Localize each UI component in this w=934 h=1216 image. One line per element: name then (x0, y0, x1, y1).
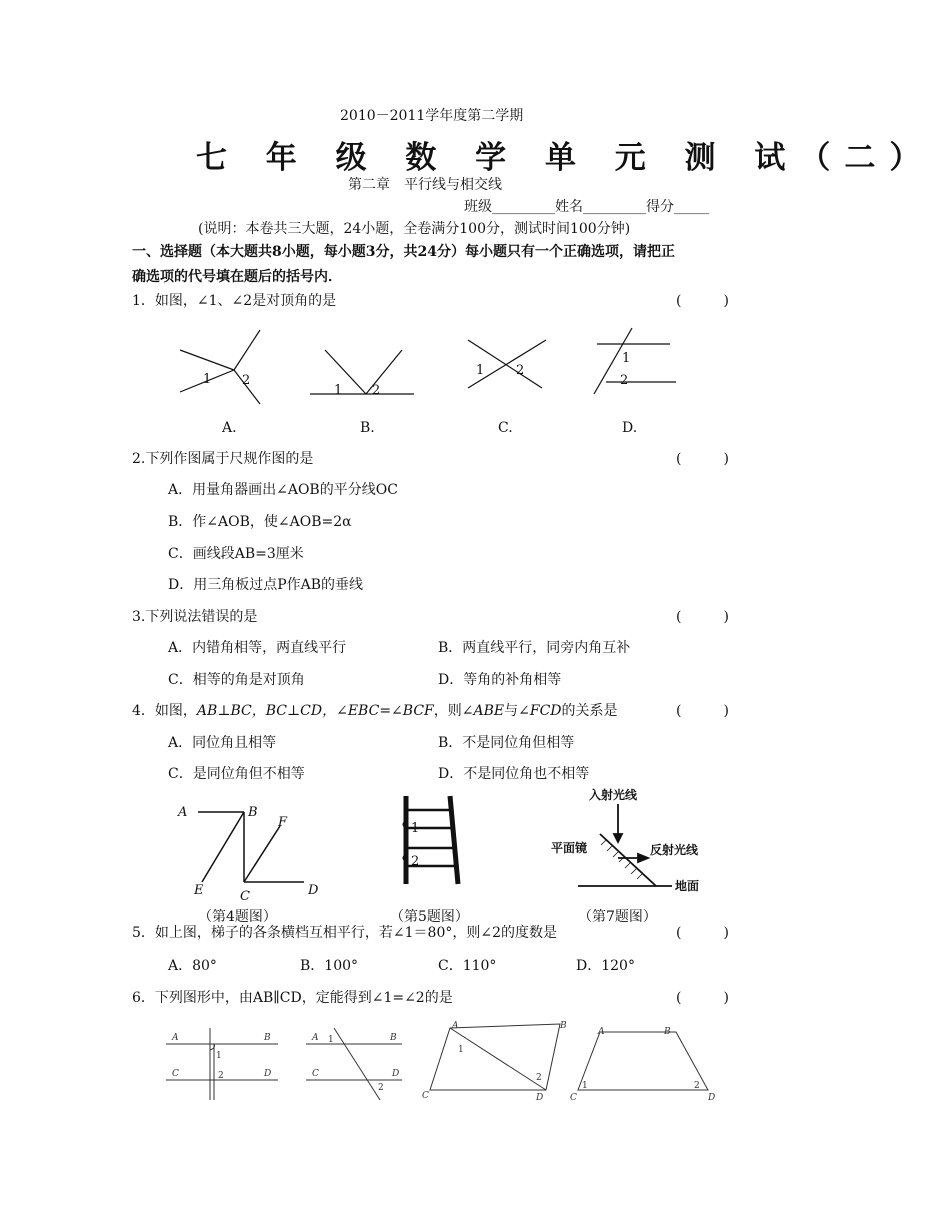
question-2-stem: 2.下列作图属于尺规作图的是 (132, 451, 314, 467)
question-4-stem (132, 702, 618, 720)
q5-label-1: 1 (411, 821, 420, 836)
q6-f2-label-a: A (312, 1033, 319, 1043)
question-5-stem: 5．如上图，梯子的各条横档互相平行，若∠1＝80°，则∠2的度数是 (132, 925, 557, 941)
q1-b-label-1: 1 (334, 383, 343, 398)
q6-f2-label-b: B (390, 1033, 397, 1043)
question-3-stem: 3.下列说法错误的是 (132, 609, 258, 625)
question-5-option-a[interactable]: A．80° (168, 958, 217, 974)
exam-instructions: (说明：本卷共三大题，24小题，全卷满分100分，测试时间100分钟) (198, 221, 631, 237)
section-heading-line1: 一、选择题（本大题共8小题，每小题3分，共24分）每小题只有一个正确选项，请把正 (132, 244, 675, 260)
q4-stem-math: AB⊥BC，BC⊥CD，∠EBC=∠BCF (196, 703, 434, 719)
q4-label-b: B (248, 805, 258, 820)
q6-f2-label-1: 1 (328, 1035, 334, 1045)
question-5-option-b[interactable]: B．100° (300, 958, 359, 974)
student-info-line: 班级_________姓名_________得分_____ (464, 199, 709, 215)
question-5-option-c[interactable]: C．110° (438, 958, 497, 974)
q6-f1-label-2: 2 (218, 1071, 224, 1081)
page-title: 七 年 级 数 学 单 元 测 试（二） (196, 140, 934, 176)
q4-label-f: F (278, 815, 288, 830)
q6-f3-label-a: A (452, 1021, 459, 1031)
q5-ladder-figure (403, 796, 458, 884)
q6-f1-label-b: B (264, 1033, 271, 1043)
question-2-option-b[interactable]: B．作∠AOB，使∠AOB=2α (168, 514, 352, 530)
question-3-option-a[interactable]: A．内错角相等，两直线平行 (168, 640, 347, 656)
q4-stem-mid: ，则 (433, 703, 462, 719)
q1-d-label-2: 2 (620, 373, 629, 388)
q7-figure-caption: （第7题图） (578, 909, 657, 925)
figures-row-q4-q5-q7 (170, 790, 730, 910)
question-3-option-d[interactable]: D．等角的补角相等 (438, 672, 562, 688)
question-4-option-b[interactable]: B．不是同位角但相等 (438, 735, 575, 751)
q5-label-2: 2 (411, 854, 420, 869)
q7-label-ground: 地面 (675, 879, 700, 893)
question-2-option-a[interactable]: A．用量角器画出∠AOB的平分线OC (168, 482, 398, 498)
q1-a-label-2: 2 (242, 373, 251, 388)
q1-a-label-1: 1 (203, 372, 212, 387)
q4-stem-and: 与 (504, 703, 519, 719)
q6-f1-label-c: C (172, 1069, 179, 1079)
q1-c-label-2: 2 (516, 363, 525, 378)
q7-label-reflected: 反射光线 (650, 843, 699, 857)
q4-label-c: C (240, 889, 250, 904)
question-6-stem: 6．下列图形中，由AB∥CD，定能得到∠1=∠2的是 (132, 990, 453, 1006)
q1-c-label-1: 1 (476, 363, 485, 378)
question-1-option-a[interactable]: A. (222, 420, 237, 436)
q6-f3-label-2: 2 (536, 1073, 542, 1083)
q4-figure (198, 812, 304, 882)
question-4-option-a[interactable]: A．同位角且相等 (168, 735, 277, 751)
question-3-option-b[interactable]: B．两直线平行，同旁内角互补 (438, 640, 631, 656)
question-4-answer-bracket[interactable]: ( ) (676, 703, 729, 719)
question-5-answer-bracket[interactable]: ( ) (676, 925, 729, 941)
question-2-answer-bracket[interactable]: ( ) (676, 451, 729, 467)
q4-label-d: D (308, 883, 319, 898)
year-term-heading: 2010－2011学年度第二学期 (340, 108, 524, 124)
q4-stem-prefix: 4．如图， (132, 703, 197, 719)
question-1-option-b[interactable]: B. (360, 420, 375, 436)
question-4-option-d[interactable]: D．不是同位角也不相等 (438, 766, 590, 782)
q4-label-e: E (194, 883, 204, 898)
q6-f3-label-b: B (560, 1021, 567, 1031)
question-2-option-d[interactable]: D．用三角板过点P作AB的垂线 (168, 577, 364, 593)
q6-f4-label-1: 1 (582, 1081, 588, 1091)
q1-d-label-1: 1 (622, 351, 631, 366)
question-4-option-c[interactable]: C．是同位角但不相等 (168, 766, 305, 782)
q6-f3-label-d: D (536, 1093, 544, 1103)
q6-f2-label-d: D (392, 1069, 400, 1079)
question-1-option-d[interactable]: D. (622, 420, 638, 436)
q6-f3-label-1: 1 (458, 1045, 464, 1055)
q4-label-a: A (178, 805, 188, 820)
q6-f2-label-c: C (312, 1069, 319, 1079)
q6-f4-label-b: B (664, 1027, 671, 1037)
question-3-answer-bracket[interactable]: ( ) (676, 609, 729, 625)
q4-stem-angle-a: ∠ABE (461, 703, 505, 719)
q6-f1-label-1: 1 (216, 1051, 222, 1061)
question-1-answer-bracket[interactable]: ( ) (676, 293, 729, 309)
q7-label-mirror: 平面镜 (551, 841, 588, 855)
q6-f2-label-2: 2 (378, 1083, 384, 1093)
question-2-option-c[interactable]: C．画线段AB=3厘米 (168, 546, 304, 562)
question-1-figures (170, 322, 690, 412)
q6-f1-label-d: D (264, 1069, 272, 1079)
q1-b-label-2: 2 (372, 383, 381, 398)
q7-label-incident: 入射光线 (589, 788, 638, 802)
q6-f3-label-c: C (422, 1091, 429, 1101)
question-1-stem: 1．如图，∠1、∠2是对顶角的是 (132, 293, 337, 309)
q6-f4-label-2: 2 (694, 1081, 700, 1091)
question-1-option-c[interactable]: C. (498, 420, 513, 436)
q6-f4-label-d: D (708, 1093, 716, 1103)
question-5-option-d[interactable]: D．120° (576, 958, 635, 974)
question-6-figures (160, 1018, 730, 1106)
q4-figure-caption: （第4题图） (198, 909, 277, 925)
q4-stem-suffix: 的关系是 (561, 703, 618, 719)
q6-f1-label-a: A (172, 1033, 179, 1043)
q4-stem-angle-b: ∠FCD (518, 703, 562, 719)
q5-figure-caption: （第5题图） (390, 909, 469, 925)
chapter-subtitle: 第二章 平行线与相交线 (348, 177, 502, 193)
q6-f4-label-c: C (570, 1093, 577, 1103)
question-6-answer-bracket[interactable]: ( ) (676, 990, 729, 1006)
question-3-option-c[interactable]: C．相等的角是对顶角 (168, 672, 305, 688)
section-heading-line2: 确选项的代号填在题后的括号内． (132, 269, 342, 285)
q6-f4-label-a: A (598, 1027, 605, 1037)
